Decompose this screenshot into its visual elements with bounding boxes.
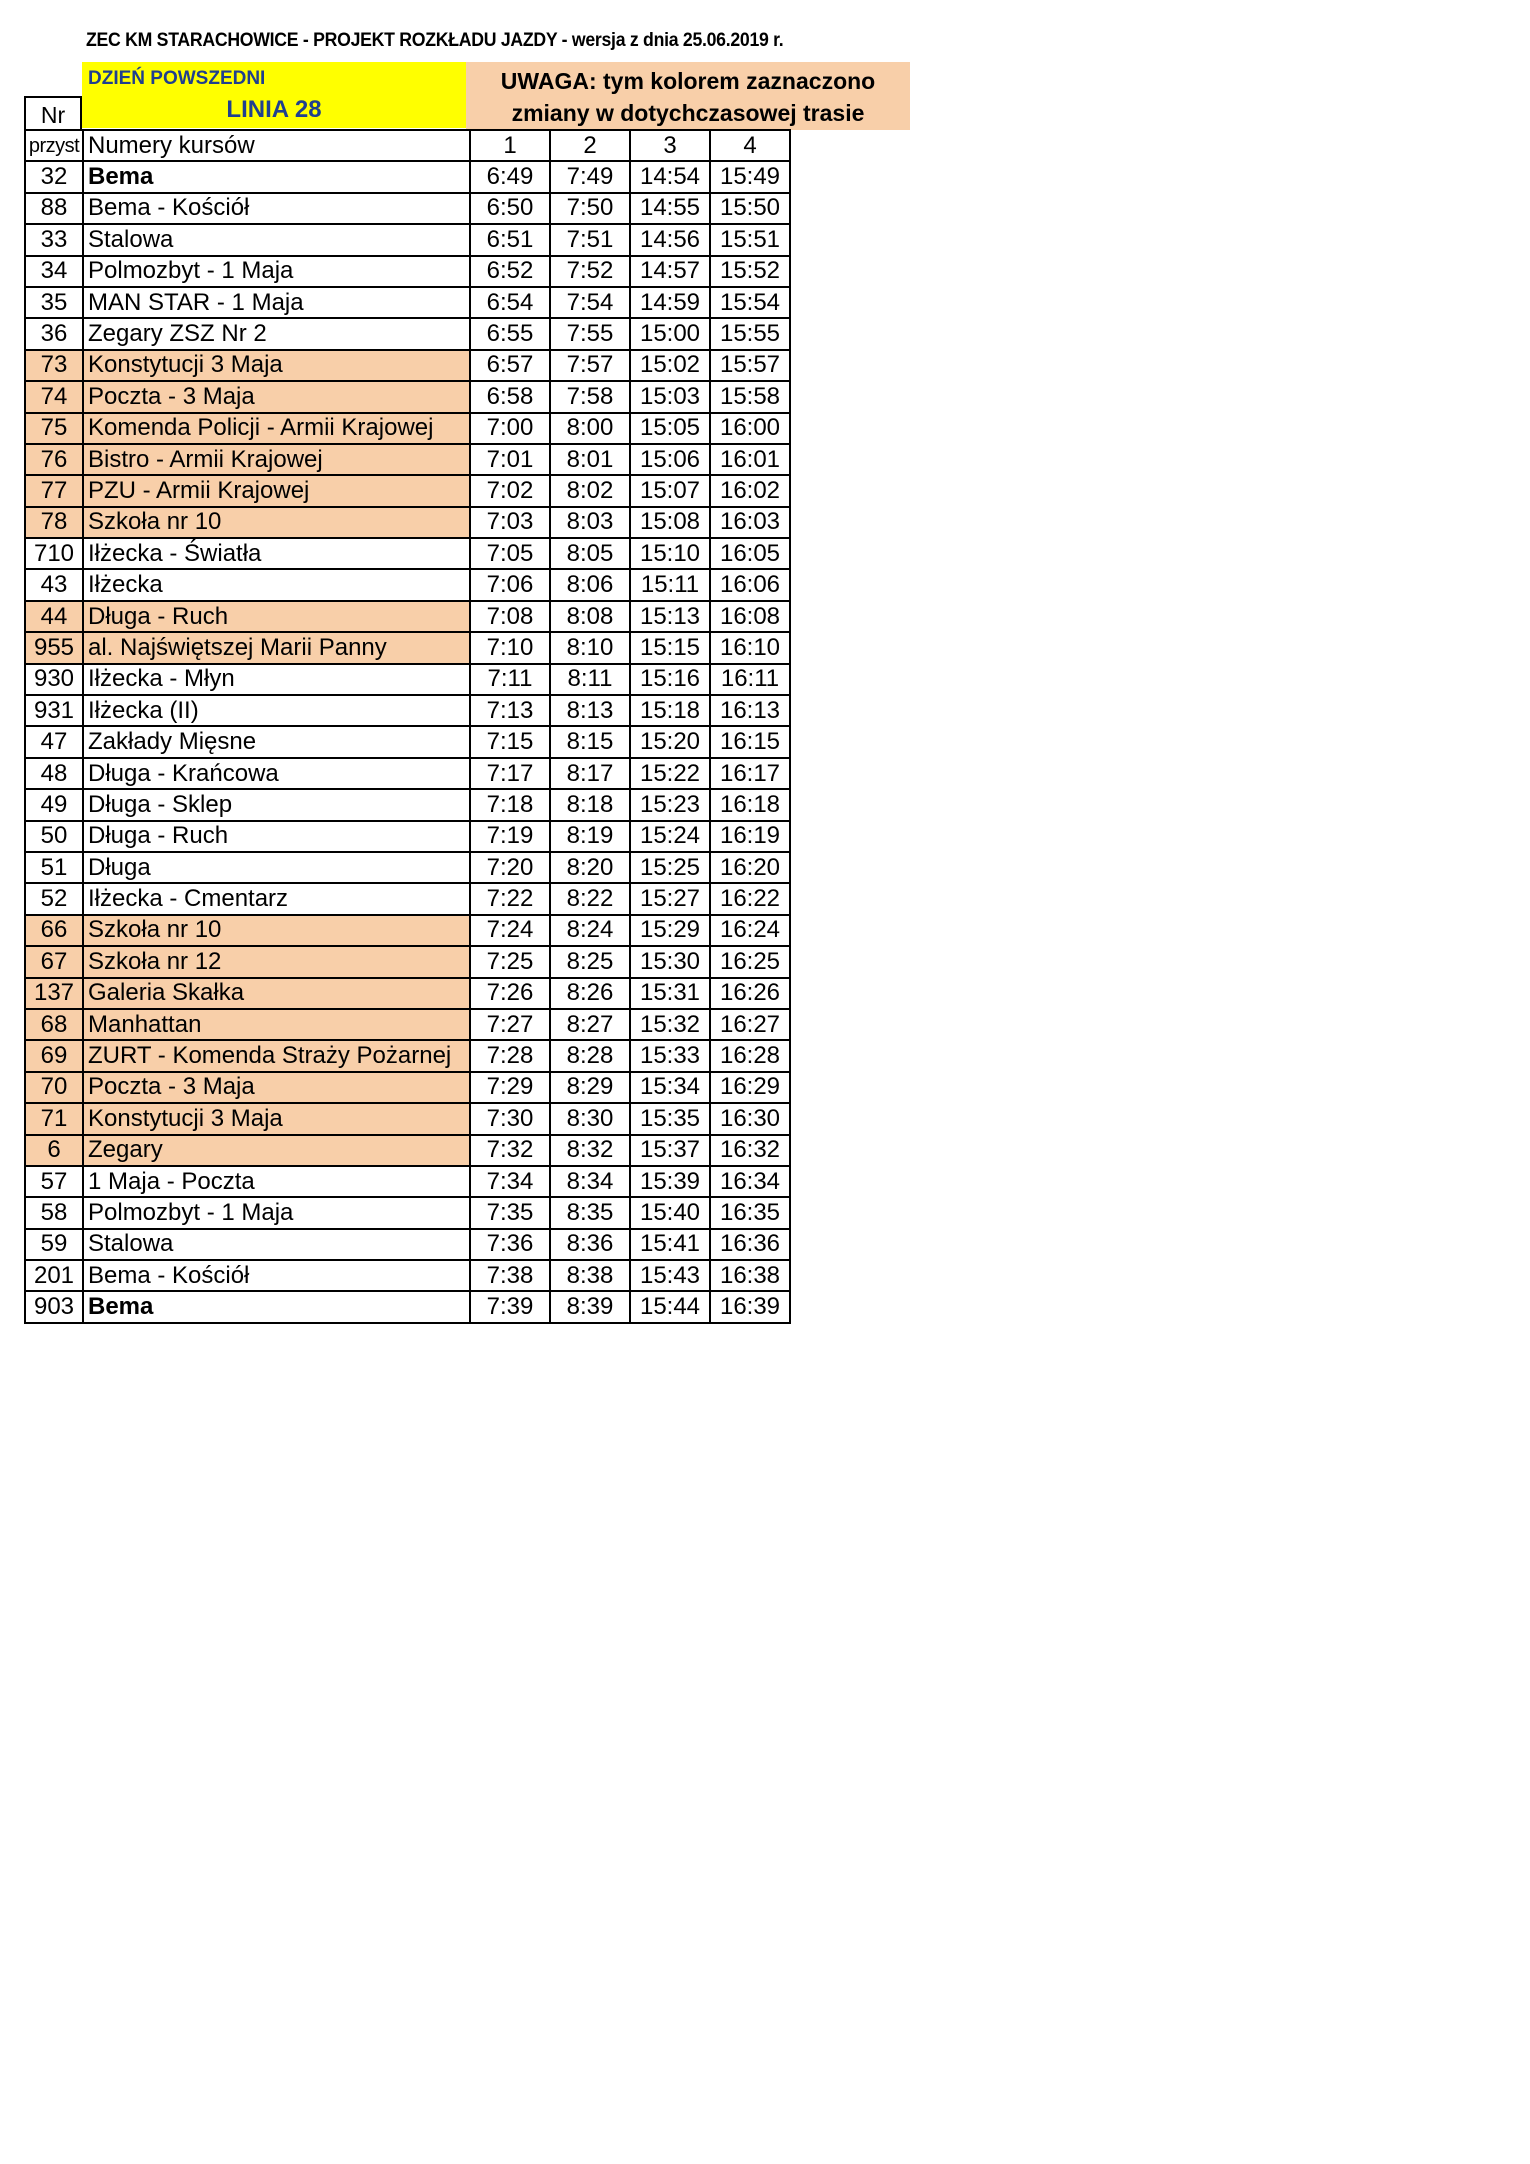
departure-time: 15:16 bbox=[630, 664, 710, 695]
table-row bbox=[25, 852, 790, 883]
stop-number: 44 bbox=[25, 601, 83, 632]
departure-time: 16:15 bbox=[710, 726, 790, 757]
stop-name: Bema bbox=[83, 161, 470, 192]
departure-time: 7:20 bbox=[470, 852, 550, 883]
changes-note bbox=[466, 62, 910, 130]
stop-name: Polmozbyt - 1 Maja bbox=[83, 256, 470, 287]
departure-time: 7:35 bbox=[470, 1197, 550, 1228]
table-row bbox=[25, 381, 790, 412]
departure-time: 15:05 bbox=[630, 413, 710, 444]
departure-time: 7:52 bbox=[550, 256, 630, 287]
departure-time: 15:57 bbox=[710, 350, 790, 381]
departure-time: 7:29 bbox=[470, 1072, 550, 1103]
departure-time: 14:55 bbox=[630, 193, 710, 224]
stop-number: 35 bbox=[25, 287, 83, 318]
table-header-row bbox=[25, 130, 790, 161]
departure-time: 16:01 bbox=[710, 444, 790, 475]
stop-name: Szkoła nr 12 bbox=[83, 946, 470, 977]
table-row bbox=[25, 946, 790, 977]
departure-time: 7:13 bbox=[470, 695, 550, 726]
stop-name: Długa - Krańcowa bbox=[83, 758, 470, 789]
departure-time: 15:55 bbox=[710, 318, 790, 349]
stop-name: Długa - Ruch bbox=[83, 601, 470, 632]
departure-time: 7:03 bbox=[470, 507, 550, 538]
stop-name: Stalowa bbox=[83, 224, 470, 255]
departure-time: 15:22 bbox=[630, 758, 710, 789]
table-row bbox=[25, 821, 790, 852]
stop-name: Bistro - Armii Krajowej bbox=[83, 444, 470, 475]
departure-time: 16:00 bbox=[710, 413, 790, 444]
departure-time: 15:54 bbox=[710, 287, 790, 318]
stop-number: 51 bbox=[25, 852, 83, 883]
departure-time: 15:30 bbox=[630, 946, 710, 977]
departure-time: 8:03 bbox=[550, 507, 630, 538]
departure-time: 15:08 bbox=[630, 507, 710, 538]
departure-time: 16:10 bbox=[710, 632, 790, 663]
stop-name: Zegary ZSZ Nr 2 bbox=[83, 318, 470, 349]
departure-time: 8:36 bbox=[550, 1229, 630, 1260]
table-row bbox=[25, 318, 790, 349]
departure-time: 8:00 bbox=[550, 413, 630, 444]
departure-time: 15:02 bbox=[630, 350, 710, 381]
stop-number: 69 bbox=[25, 1040, 83, 1071]
departure-time: 15:58 bbox=[710, 381, 790, 412]
departure-time: 7:26 bbox=[470, 978, 550, 1009]
departure-time: 16:11 bbox=[710, 664, 790, 695]
departure-time: 8:32 bbox=[550, 1135, 630, 1166]
departure-time: 7:49 bbox=[550, 161, 630, 192]
departure-time: 16:08 bbox=[710, 601, 790, 632]
stop-name: Galeria Skałka bbox=[83, 978, 470, 1009]
departure-time: 7:22 bbox=[470, 883, 550, 914]
table-row bbox=[25, 413, 790, 444]
departure-time: 7:28 bbox=[470, 1040, 550, 1071]
departure-time: 8:27 bbox=[550, 1009, 630, 1040]
stop-number: 59 bbox=[25, 1229, 83, 1260]
departure-time: 15:40 bbox=[630, 1197, 710, 1228]
departure-time: 16:34 bbox=[710, 1166, 790, 1197]
departure-time: 15:49 bbox=[710, 161, 790, 192]
departure-time: 15:07 bbox=[630, 475, 710, 506]
departure-time: 7:39 bbox=[470, 1291, 550, 1322]
departure-time: 7:51 bbox=[550, 224, 630, 255]
stop-name: Bema - Kościół bbox=[83, 193, 470, 224]
departure-time: 8:26 bbox=[550, 978, 630, 1009]
departure-time: 8:20 bbox=[550, 852, 630, 883]
departure-time: 15:39 bbox=[630, 1166, 710, 1197]
stop-name: Zegary bbox=[83, 1135, 470, 1166]
departure-time: 15:29 bbox=[630, 915, 710, 946]
departure-time: 15:34 bbox=[630, 1072, 710, 1103]
table-row bbox=[25, 350, 790, 381]
stop-number: 137 bbox=[25, 978, 83, 1009]
departure-time: 16:17 bbox=[710, 758, 790, 789]
stop-number: 6 bbox=[25, 1135, 83, 1166]
table-row bbox=[25, 726, 790, 757]
departure-time: 16:13 bbox=[710, 695, 790, 726]
departure-time: 15:15 bbox=[630, 632, 710, 663]
stop-number: 33 bbox=[25, 224, 83, 255]
stop-name: Iłżecka (II) bbox=[83, 695, 470, 726]
departure-time: 7:05 bbox=[470, 538, 550, 569]
departure-time: 8:38 bbox=[550, 1260, 630, 1291]
run-header: 2 bbox=[550, 130, 630, 161]
departure-time: 16:36 bbox=[710, 1229, 790, 1260]
stop-number: 76 bbox=[25, 444, 83, 475]
departure-time: 16:24 bbox=[710, 915, 790, 946]
stop-name: Szkoła nr 10 bbox=[83, 507, 470, 538]
stop-number: 88 bbox=[25, 193, 83, 224]
stop-name: 1 Maja - Poczta bbox=[83, 1166, 470, 1197]
departure-time: 8:17 bbox=[550, 758, 630, 789]
stop-number: 58 bbox=[25, 1197, 83, 1228]
stop-name: Iłżecka - Cmentarz bbox=[83, 883, 470, 914]
stop-name: Długa - Sklep bbox=[83, 789, 470, 820]
departure-time: 6:55 bbox=[470, 318, 550, 349]
departure-time: 6:50 bbox=[470, 193, 550, 224]
departure-time: 16:03 bbox=[710, 507, 790, 538]
stop-name: Szkoła nr 10 bbox=[83, 915, 470, 946]
departure-time: 8:29 bbox=[550, 1072, 630, 1103]
stop-name: Manhattan bbox=[83, 1009, 470, 1040]
departure-time: 7:06 bbox=[470, 569, 550, 600]
departure-time: 7:54 bbox=[550, 287, 630, 318]
stop-number: 66 bbox=[25, 915, 83, 946]
departure-time: 7:08 bbox=[470, 601, 550, 632]
departure-time: 15:51 bbox=[710, 224, 790, 255]
departure-time: 16:18 bbox=[710, 789, 790, 820]
stop-name: PZU - Armii Krajowej bbox=[83, 475, 470, 506]
table-row bbox=[25, 1291, 790, 1322]
stop-number: 68 bbox=[25, 1009, 83, 1040]
departure-time: 6:51 bbox=[470, 224, 550, 255]
departure-time: 7:36 bbox=[470, 1229, 550, 1260]
table-row bbox=[25, 475, 790, 506]
stop-name: Poczta - 3 Maja bbox=[83, 381, 470, 412]
table-row bbox=[25, 664, 790, 695]
stop-number: 930 bbox=[25, 664, 83, 695]
departure-time: 15:10 bbox=[630, 538, 710, 569]
table-row bbox=[25, 1009, 790, 1040]
stop-number: 47 bbox=[25, 726, 83, 757]
departure-time: 8:22 bbox=[550, 883, 630, 914]
departure-time: 7:10 bbox=[470, 632, 550, 663]
departure-time: 7:57 bbox=[550, 350, 630, 381]
departure-time: 16:26 bbox=[710, 978, 790, 1009]
stop-number: 903 bbox=[25, 1291, 83, 1322]
stop-number: 57 bbox=[25, 1166, 83, 1197]
departure-time: 8:24 bbox=[550, 915, 630, 946]
departure-time: 15:00 bbox=[630, 318, 710, 349]
departure-time: 8:10 bbox=[550, 632, 630, 663]
table-row bbox=[25, 1103, 790, 1134]
changes-note-line1: UWAGA: tym kolorem zaznaczono bbox=[500, 68, 876, 94]
line-label: LINIA 28 bbox=[226, 96, 322, 123]
table-row bbox=[25, 978, 790, 1009]
departure-time: 8:39 bbox=[550, 1291, 630, 1322]
table-row bbox=[25, 287, 790, 318]
stop-name: Bema - Kościół bbox=[83, 1260, 470, 1291]
stop-number: 52 bbox=[25, 883, 83, 914]
table-row bbox=[25, 601, 790, 632]
stop-number: 43 bbox=[25, 569, 83, 600]
stop-number: 710 bbox=[25, 538, 83, 569]
departure-time: 8:19 bbox=[550, 821, 630, 852]
stop-name: ZURT - Komenda Straży Pożarnej bbox=[83, 1040, 470, 1071]
departure-time: 8:06 bbox=[550, 569, 630, 600]
stop-number: 32 bbox=[25, 161, 83, 192]
departure-time: 16:28 bbox=[710, 1040, 790, 1071]
stop-number-header: Nr bbox=[24, 96, 82, 130]
departure-time: 7:32 bbox=[470, 1135, 550, 1166]
departure-time: 7:01 bbox=[470, 444, 550, 475]
table-row bbox=[25, 883, 790, 914]
departure-time: 15:31 bbox=[630, 978, 710, 1009]
departure-time: 15:24 bbox=[630, 821, 710, 852]
departure-time: 16:32 bbox=[710, 1135, 790, 1166]
table-row bbox=[25, 444, 790, 475]
stop-name: MAN STAR - 1 Maja bbox=[83, 287, 470, 318]
stop-number: 931 bbox=[25, 695, 83, 726]
table-row bbox=[25, 695, 790, 726]
run-header: 3 bbox=[630, 130, 710, 161]
departure-time: 7:24 bbox=[470, 915, 550, 946]
stop-name: al. Najświętszej Marii Panny bbox=[83, 632, 470, 663]
stop-name: Polmozbyt - 1 Maja bbox=[83, 1197, 470, 1228]
departure-time: 7:11 bbox=[470, 664, 550, 695]
table-row bbox=[25, 538, 790, 569]
departure-time: 7:25 bbox=[470, 946, 550, 977]
table-row bbox=[25, 1135, 790, 1166]
departure-time: 7:17 bbox=[470, 758, 550, 789]
departure-time: 14:56 bbox=[630, 224, 710, 255]
departure-time: 16:29 bbox=[710, 1072, 790, 1103]
departure-time: 16:25 bbox=[710, 946, 790, 977]
departure-time: 15:20 bbox=[630, 726, 710, 757]
departure-time: 15:25 bbox=[630, 852, 710, 883]
stop-name: Poczta - 3 Maja bbox=[83, 1072, 470, 1103]
departure-time: 7:00 bbox=[470, 413, 550, 444]
stop-name: Iłżecka bbox=[83, 569, 470, 600]
table-row bbox=[25, 256, 790, 287]
departure-time: 15:37 bbox=[630, 1135, 710, 1166]
stop-number: 201 bbox=[25, 1260, 83, 1291]
stop-number: 955 bbox=[25, 632, 83, 663]
departure-time: 16:27 bbox=[710, 1009, 790, 1040]
departure-time: 15:35 bbox=[630, 1103, 710, 1134]
departure-time: 8:11 bbox=[550, 664, 630, 695]
stop-name: Długa - Ruch bbox=[83, 821, 470, 852]
table-row bbox=[25, 161, 790, 192]
departure-time: 15:23 bbox=[630, 789, 710, 820]
departure-time: 8:30 bbox=[550, 1103, 630, 1134]
departure-time: 8:15 bbox=[550, 726, 630, 757]
stop-number: 73 bbox=[25, 350, 83, 381]
departure-time: 6:49 bbox=[470, 161, 550, 192]
departure-time: 8:01 bbox=[550, 444, 630, 475]
departure-time: 6:57 bbox=[470, 350, 550, 381]
table-row bbox=[25, 632, 790, 663]
departure-time: 15:03 bbox=[630, 381, 710, 412]
departure-time: 15:50 bbox=[710, 193, 790, 224]
departure-time: 7:30 bbox=[470, 1103, 550, 1134]
departure-time: 15:06 bbox=[630, 444, 710, 475]
stop-number: 74 bbox=[25, 381, 83, 412]
departure-time: 15:18 bbox=[630, 695, 710, 726]
stop-number: 49 bbox=[25, 789, 83, 820]
departure-time: 14:54 bbox=[630, 161, 710, 192]
departure-time: 8:18 bbox=[550, 789, 630, 820]
departure-time: 16:30 bbox=[710, 1103, 790, 1134]
departure-time: 16:05 bbox=[710, 538, 790, 569]
stop-number: 36 bbox=[25, 318, 83, 349]
departure-time: 8:28 bbox=[550, 1040, 630, 1071]
departure-time: 7:18 bbox=[470, 789, 550, 820]
departure-time: 16:20 bbox=[710, 852, 790, 883]
run-numbers-header: Numery kursów bbox=[83, 130, 470, 161]
departure-time: 7:02 bbox=[470, 475, 550, 506]
departure-time: 7:19 bbox=[470, 821, 550, 852]
table-row bbox=[25, 789, 790, 820]
departure-time: 7:50 bbox=[550, 193, 630, 224]
departure-time: 8:08 bbox=[550, 601, 630, 632]
stop-name: Stalowa bbox=[83, 1229, 470, 1260]
departure-time: 6:52 bbox=[470, 256, 550, 287]
stop-number: 70 bbox=[25, 1072, 83, 1103]
stop-number: 50 bbox=[25, 821, 83, 852]
table-row bbox=[25, 1197, 790, 1228]
departure-time: 16:06 bbox=[710, 569, 790, 600]
departure-time: 15:41 bbox=[630, 1229, 710, 1260]
departure-time: 8:05 bbox=[550, 538, 630, 569]
departure-time: 7:58 bbox=[550, 381, 630, 412]
departure-time: 8:02 bbox=[550, 475, 630, 506]
table-row bbox=[25, 1229, 790, 1260]
departure-time: 7:55 bbox=[550, 318, 630, 349]
changes-note-line2: zmiany w dotychczasowej trasie bbox=[511, 100, 865, 126]
stop-number: 75 bbox=[25, 413, 83, 444]
departure-time: 15:27 bbox=[630, 883, 710, 914]
stop-name: Zakłady Mięsne bbox=[83, 726, 470, 757]
stop-number: 71 bbox=[25, 1103, 83, 1134]
table-row bbox=[25, 758, 790, 789]
departure-time: 16:22 bbox=[710, 883, 790, 914]
page-title: ZEC KM STARACHOWICE - PROJEKT ROZKŁADU JAZDY - wersja z dnia 25.06.2019 r. bbox=[86, 30, 784, 51]
stop-number: 78 bbox=[25, 507, 83, 538]
day-type-label: DZIEŃ POWSZEDNI bbox=[88, 68, 266, 89]
stop-name: Komenda Policji - Armii Krajowej bbox=[83, 413, 470, 444]
departure-time: 8:34 bbox=[550, 1166, 630, 1197]
departure-time: 16:38 bbox=[710, 1260, 790, 1291]
departure-time: 15:11 bbox=[630, 569, 710, 600]
stop-number: 77 bbox=[25, 475, 83, 506]
departure-time: 8:13 bbox=[550, 695, 630, 726]
departure-time: 16:35 bbox=[710, 1197, 790, 1228]
departure-time: 15:33 bbox=[630, 1040, 710, 1071]
stop-number: 48 bbox=[25, 758, 83, 789]
table-row bbox=[25, 224, 790, 255]
run-header: 4 bbox=[710, 130, 790, 161]
departure-time: 16:02 bbox=[710, 475, 790, 506]
departure-time: 7:15 bbox=[470, 726, 550, 757]
departure-time: 8:35 bbox=[550, 1197, 630, 1228]
table-row bbox=[25, 569, 790, 600]
stop-name: Długa bbox=[83, 852, 470, 883]
departure-time: 15:44 bbox=[630, 1291, 710, 1322]
table-row bbox=[25, 915, 790, 946]
table-row bbox=[25, 507, 790, 538]
stop-name: Konstytucji 3 Maja bbox=[83, 1103, 470, 1134]
departure-time: 15:13 bbox=[630, 601, 710, 632]
departure-time: 16:19 bbox=[710, 821, 790, 852]
departure-time: 7:38 bbox=[470, 1260, 550, 1291]
run-header: 1 bbox=[470, 130, 550, 161]
stop-number: 67 bbox=[25, 946, 83, 977]
stop-name: Konstytucji 3 Maja bbox=[83, 350, 470, 381]
stop-name: Iłżecka - Światła bbox=[83, 538, 470, 569]
table-row bbox=[25, 193, 790, 224]
table-row bbox=[25, 1166, 790, 1197]
table-row bbox=[25, 1040, 790, 1071]
departure-time: 14:57 bbox=[630, 256, 710, 287]
departure-time: 14:59 bbox=[630, 287, 710, 318]
departure-time: 7:34 bbox=[470, 1166, 550, 1197]
departure-time: 15:52 bbox=[710, 256, 790, 287]
stop-name: Bema bbox=[83, 1291, 470, 1322]
departure-time: 6:54 bbox=[470, 287, 550, 318]
table-row bbox=[25, 1260, 790, 1291]
stop-name: Iłżecka - Młyn bbox=[83, 664, 470, 695]
table-row bbox=[25, 1072, 790, 1103]
stop-number: 34 bbox=[25, 256, 83, 287]
departure-time: 6:58 bbox=[470, 381, 550, 412]
departure-time: 8:25 bbox=[550, 946, 630, 977]
stop-number-header-sub: przyst bbox=[25, 130, 83, 161]
departure-time: 15:43 bbox=[630, 1260, 710, 1291]
departure-time: 16:39 bbox=[710, 1291, 790, 1322]
departure-time: 7:27 bbox=[470, 1009, 550, 1040]
departure-time: 15:32 bbox=[630, 1009, 710, 1040]
timetable bbox=[24, 129, 791, 1324]
